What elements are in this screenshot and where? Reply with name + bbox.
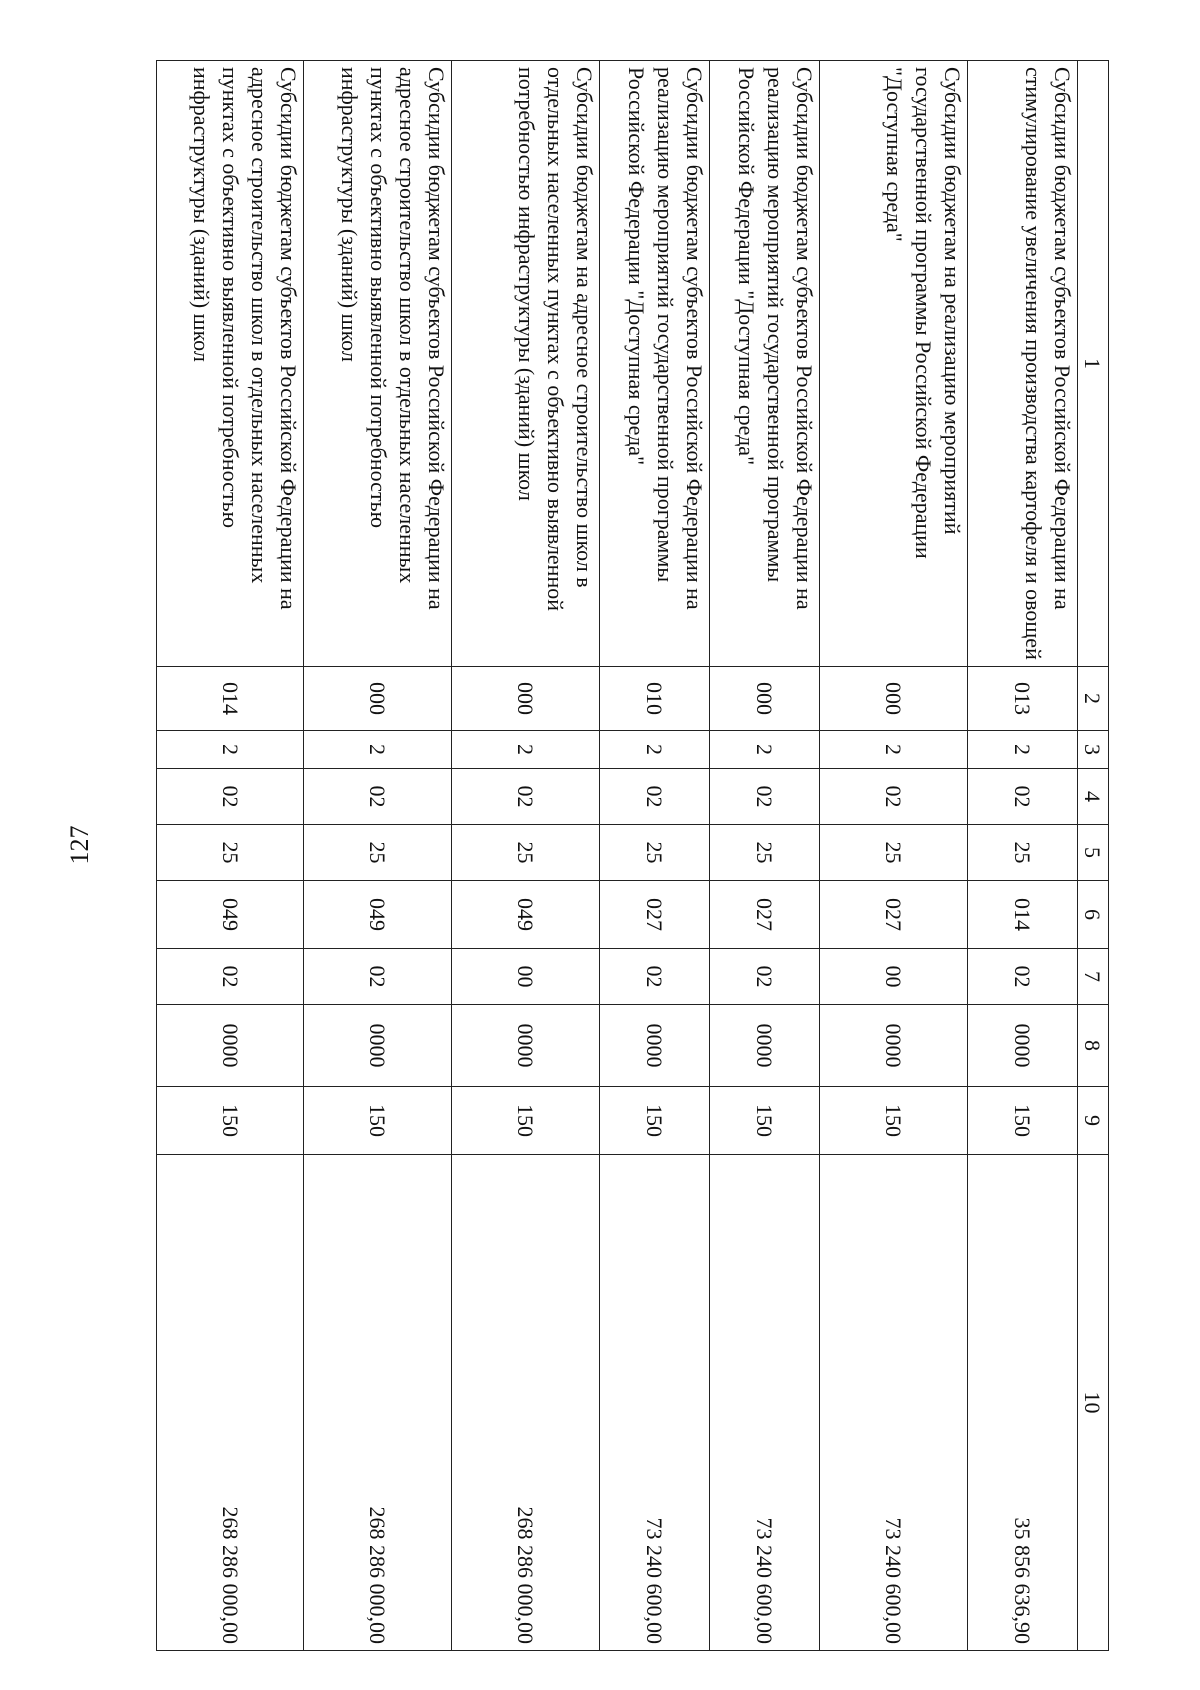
code-cell: 000 <box>710 667 820 731</box>
row-description: Субсидии бюджетам субъектов Российской Федерации на адресное строительство школ в отдельных населенных пунктах с объективно выявленной потребностью инфраструктуры (зданий) школ <box>304 61 451 667</box>
code-cell: 25 <box>600 825 710 881</box>
code-cell: 02 <box>304 949 451 1005</box>
code-cell: 150 <box>710 1087 820 1155</box>
code-cell: 25 <box>304 825 451 881</box>
row-description: Субсидии бюджетам на реализацию мероприятий государственной программы Российской Федерации "Доступная среда" <box>819 61 967 667</box>
code-cell: 013 <box>968 667 1078 731</box>
column-header: 7 <box>1078 949 1109 1005</box>
column-header: 3 <box>1078 731 1109 769</box>
code-cell: 02 <box>710 949 820 1005</box>
column-header: 5 <box>1078 825 1109 881</box>
row-description: Субсидии бюджетам субъектов Российской Федерации на реализацию мероприятий государственной программы Российской Федерации "Доступная среда" <box>600 61 710 667</box>
code-cell: 150 <box>968 1087 1078 1155</box>
code-cell: 25 <box>451 825 599 881</box>
code-cell: 00 <box>819 949 967 1005</box>
table-row <box>819 61 967 1651</box>
code-cell: 027 <box>819 881 967 949</box>
code-cell: 0000 <box>968 1005 1078 1087</box>
code-cell: 000 <box>819 667 967 731</box>
column-header: 1 <box>1078 61 1109 667</box>
row-description: Субсидии бюджетам субъектов Российской Федерации на адресное строительство школ в отдельных населенных пунктах с объективно выявленной потребностью инфраструктуры (зданий) школ <box>157 61 304 667</box>
code-cell: 010 <box>600 667 710 731</box>
code-cell: 25 <box>968 825 1078 881</box>
code-cell: 25 <box>819 825 967 881</box>
code-cell: 2 <box>304 731 451 769</box>
code-cell: 0000 <box>157 1005 304 1087</box>
amount-cell: 268 286 000,00 <box>451 1155 599 1651</box>
amount-cell: 73 240 600,00 <box>819 1155 967 1651</box>
code-cell: 02 <box>968 769 1078 825</box>
code-cell: 0000 <box>600 1005 710 1087</box>
code-cell: 150 <box>819 1087 967 1155</box>
amount-cell: 73 240 600,00 <box>600 1155 710 1651</box>
code-cell: 2 <box>600 731 710 769</box>
code-cell: 014 <box>157 667 304 731</box>
table-row <box>968 61 1078 1651</box>
code-cell: 02 <box>157 769 304 825</box>
amount-cell: 73 240 600,00 <box>710 1155 820 1651</box>
code-cell: 0000 <box>819 1005 967 1087</box>
code-cell: 2 <box>710 731 820 769</box>
column-header: 6 <box>1078 881 1109 949</box>
code-cell: 02 <box>451 769 599 825</box>
code-cell: 02 <box>600 769 710 825</box>
code-cell: 02 <box>819 769 967 825</box>
table-row <box>710 61 820 1651</box>
column-header: 9 <box>1078 1087 1109 1155</box>
code-cell: 150 <box>157 1087 304 1155</box>
code-cell: 150 <box>304 1087 451 1155</box>
code-cell: 0000 <box>304 1005 451 1087</box>
code-cell: 027 <box>710 881 820 949</box>
code-cell: 0000 <box>451 1005 599 1087</box>
table-row <box>451 61 599 1651</box>
code-cell: 000 <box>451 667 599 731</box>
code-cell: 0000 <box>710 1005 820 1087</box>
page-number: 127 <box>65 825 94 865</box>
amount-cell: 268 286 000,00 <box>304 1155 451 1651</box>
amount-cell: 35 856 636,90 <box>968 1155 1078 1651</box>
column-header: 8 <box>1078 1005 1109 1087</box>
code-cell: 2 <box>819 731 967 769</box>
column-header: 2 <box>1078 667 1109 731</box>
row-description: Субсидии бюджетам субъектов Российской Федерации на стимулирование увеличения производства картофеля и овощей <box>968 61 1078 667</box>
code-cell: 02 <box>600 949 710 1005</box>
table-row <box>304 61 451 1651</box>
table-row <box>600 61 710 1651</box>
code-cell: 25 <box>710 825 820 881</box>
column-header: 4 <box>1078 769 1109 825</box>
code-cell: 150 <box>451 1087 599 1155</box>
budget-table <box>156 60 1109 1651</box>
row-description: Субсидии бюджетам субъектов Российской Федерации на реализацию мероприятий государственной программы Российской Федерации "Доступная среда" <box>710 61 820 667</box>
code-cell: 014 <box>968 881 1078 949</box>
code-cell: 150 <box>600 1087 710 1155</box>
code-cell: 25 <box>157 825 304 881</box>
budget-table-container <box>156 60 1109 1650</box>
code-cell: 000 <box>304 667 451 731</box>
code-cell: 02 <box>968 949 1078 1005</box>
code-cell: 049 <box>451 881 599 949</box>
code-cell: 02 <box>710 769 820 825</box>
code-cell: 02 <box>304 769 451 825</box>
code-cell: 2 <box>157 731 304 769</box>
column-header: 10 <box>1078 1155 1109 1651</box>
code-cell: 049 <box>157 881 304 949</box>
code-cell: 2 <box>968 731 1078 769</box>
code-cell: 049 <box>304 881 451 949</box>
table-header-row <box>1078 61 1109 1651</box>
code-cell: 00 <box>451 949 599 1005</box>
row-description: Субсидии бюджетам на адресное строительство школ в отдельных населенных пунктах с объективно выявленной потребностью инфраструктуры (зданий) школ <box>451 61 599 667</box>
table-row <box>157 61 304 1651</box>
code-cell: 027 <box>600 881 710 949</box>
code-cell: 02 <box>157 949 304 1005</box>
code-cell: 2 <box>451 731 599 769</box>
amount-cell: 268 286 000,00 <box>157 1155 304 1651</box>
